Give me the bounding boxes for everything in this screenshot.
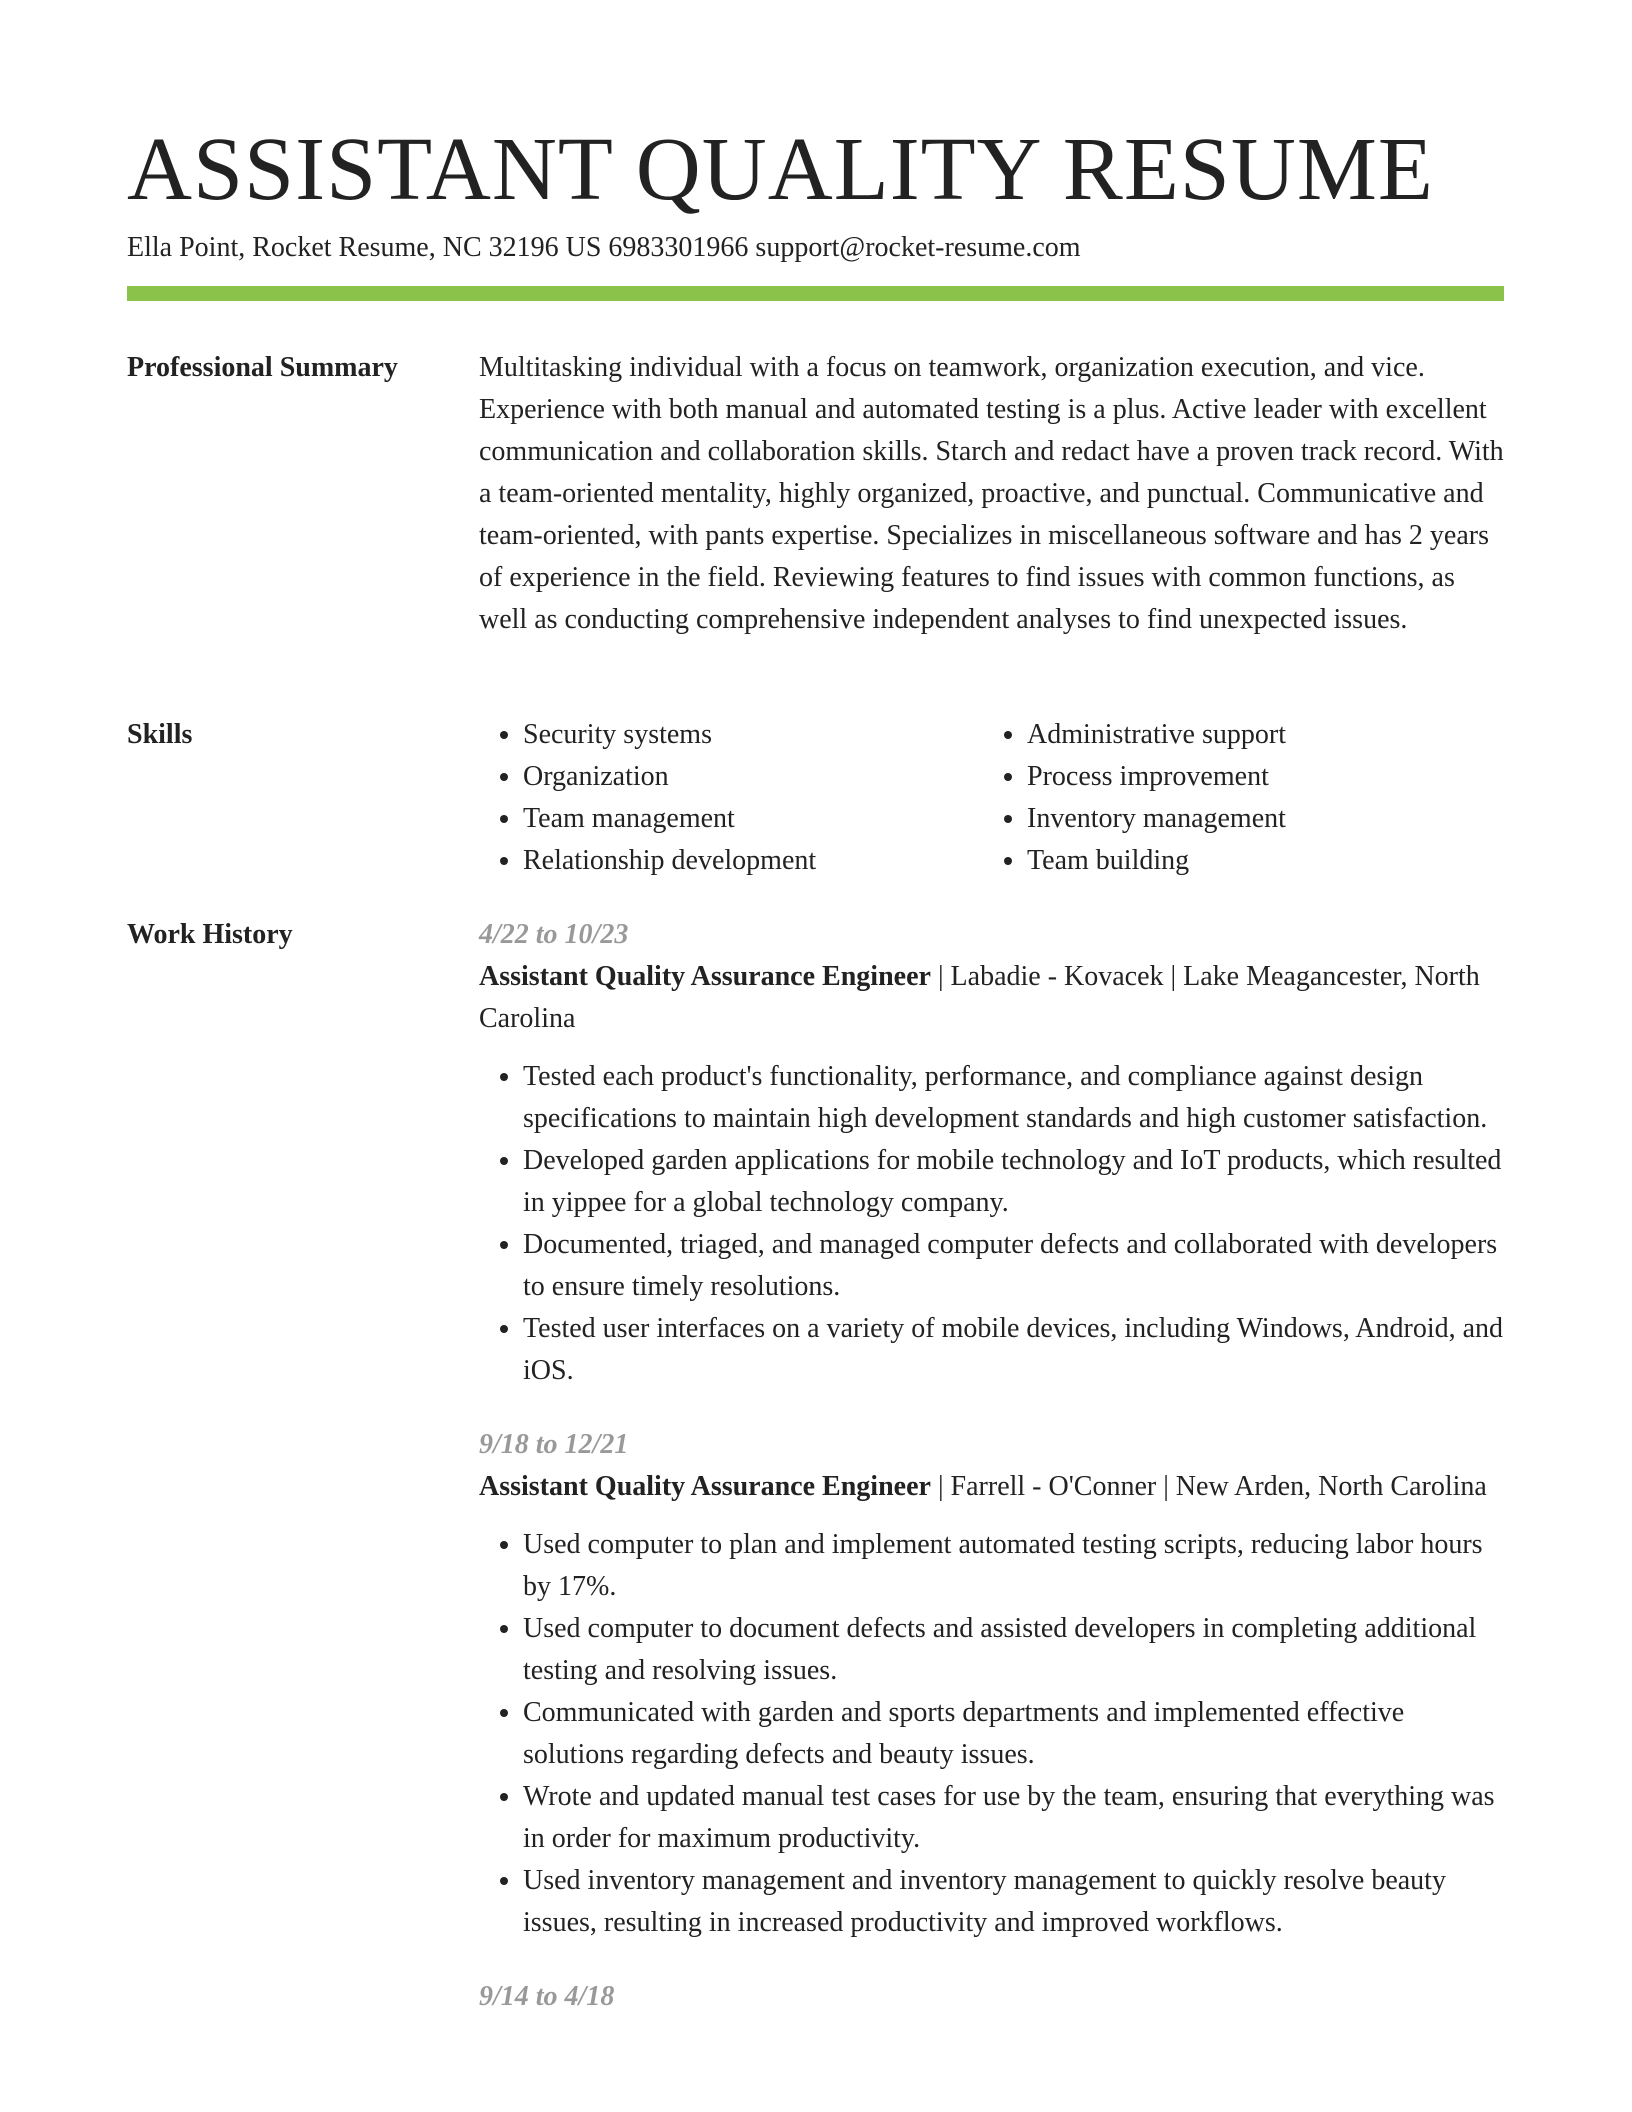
job-bullet: • Used inventory management and inventory management to quickly resolve beauty issues, resulting in increased productivity and improved workflows. [523,1860,1504,1944]
skill-item: • Relationship development [523,840,983,882]
skills-column-left [479,714,983,882]
job-entry [479,1976,1504,2018]
skills-body [479,714,1504,882]
summary-text: Multitasking individual with a focus on teamwork, organization execution, and vice. Experience with both manual and automated testing is a plus. Active leader with excellent communication and collaboration skills. Starch and redact have a proven track record. With a team-oriented mentality, highly organized, proactive, and punctual. Communicative and team-oriented, with pants expertise. Specializes in miscellaneous software and has 2 years of experience in the field. Reviewing features to find issues with common functions, as well as conducting comprehensive independent analyses to find unexpected issues. [479,352,1504,635]
job-bullet: • Developed garden applications for mobile technology and IoT products, which resulted in yippee for a global technology company. [523,1140,1504,1224]
skill-item: • Security systems [523,714,983,756]
contact-line: Ella Point, Rocket Resume, NC 32196 US 6983301966 support@rocket-resume.com [127,232,1081,263]
job-header [479,956,1504,1040]
job-bullet: • Tested user interfaces on a variety of mobile devices, including Windows, Android, and iOS. [523,1308,1504,1392]
job-entry [479,914,1504,1392]
work-history-heading: Work History [127,919,293,950]
job-bullet: • Wrote and updated manual test cases for use by the team, ensuring that everything was in order for maximum productivity. [523,1776,1504,1860]
job-dates: 4/22 to 10/23 [479,919,629,950]
job-bullet: • Tested each product's functionality, performance, and compliance against design specifications to maintain high development standards and high customer satisfaction. [523,1056,1504,1140]
skills-column-right [983,714,1487,882]
job-bullet: • Documented, triaged, and managed computer defects and collaborated with developers to ensure timely resolutions. [523,1224,1504,1308]
skill-item: • Administrative support [1027,714,1487,756]
skill-item: • Inventory management [1027,798,1487,840]
job-details: | Farrell - O'Conner | New Arden, North Carolina [930,1471,1487,1502]
skill-item: • Process improvement [1027,756,1487,798]
job-bullets [479,1056,1504,1392]
job-bullets [479,1524,1504,1944]
skill-item: • Team management [523,798,983,840]
job-entry [479,1424,1504,1944]
job-dates: 9/14 to 4/18 [479,1981,615,2012]
job-dates: 9/18 to 12/21 [479,1429,629,1460]
job-details: | Labadie - Kovacek | Lake Meagancester, North Carolina [479,961,1480,1034]
skills-grid [479,714,1504,882]
resume-title: ASSISTANT QUALITY RESUME [127,120,1434,219]
job-bullet: • Used computer to plan and implement automated testing scripts, reducing labor hours by 17%. [523,1524,1504,1608]
job-header [479,1466,1504,1508]
summary-heading: Professional Summary [127,352,398,383]
skill-item: • Team building [1027,840,1487,882]
job-bullet: • Used computer to document defects and assisted developers in completing additional testing and resolving issues. [523,1608,1504,1692]
job-title: Assistant Quality Assurance Engineer [479,961,931,992]
job-title: Assistant Quality Assurance Engineer [479,1471,931,1502]
accent-divider [127,286,1504,301]
skills-heading: Skills [127,719,193,750]
summary-body [479,347,1504,641]
work-history-body [479,914,1504,2050]
job-bullet: • Communicated with garden and sports departments and implemented effective solutions regarding defects and beauty issues. [523,1692,1504,1776]
skill-item: • Organization [523,756,983,798]
